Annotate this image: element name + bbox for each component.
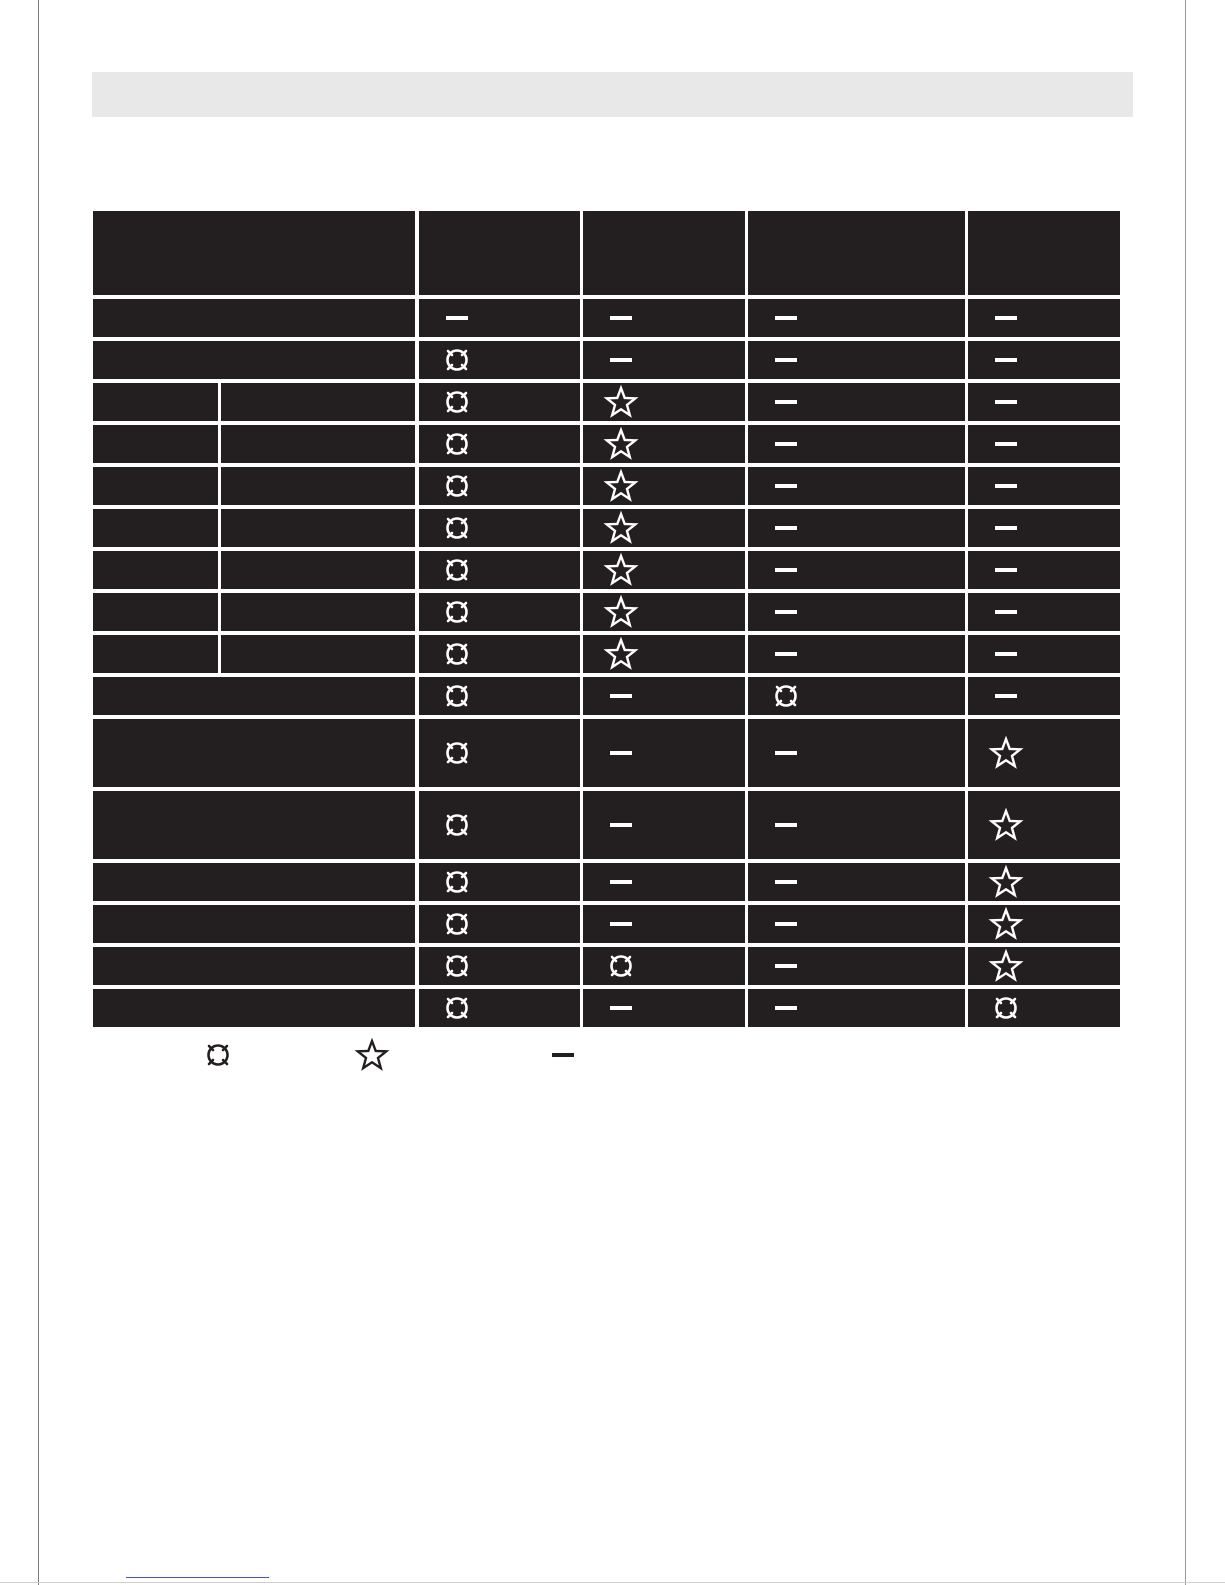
dash-symbol-icon bbox=[768, 906, 804, 942]
symbol-cell bbox=[968, 863, 1120, 901]
symbol-cell bbox=[968, 341, 1120, 379]
symbol-cell bbox=[419, 791, 580, 859]
symbol-cell bbox=[968, 383, 1120, 421]
symbol-cell bbox=[968, 677, 1120, 715]
circle-symbol-icon bbox=[439, 510, 475, 546]
circle-symbol-icon bbox=[439, 948, 475, 984]
star-symbol-icon bbox=[603, 468, 639, 504]
circle-symbol-icon bbox=[439, 990, 475, 1026]
row-label bbox=[93, 791, 415, 859]
symbol-cell bbox=[748, 791, 965, 859]
symbol-cell bbox=[748, 383, 965, 421]
circle-symbol-icon bbox=[439, 735, 475, 771]
symbol-cell bbox=[419, 947, 580, 985]
dash-symbol-icon bbox=[603, 300, 639, 336]
circle-symbol-icon bbox=[439, 384, 475, 420]
symbol-cell bbox=[419, 341, 580, 379]
star-symbol-icon bbox=[603, 384, 639, 420]
row-label bbox=[93, 677, 415, 715]
dash-symbol-icon bbox=[603, 906, 639, 942]
row-label bbox=[93, 551, 218, 589]
row-sub-label bbox=[221, 593, 415, 631]
page-edge-bottom bbox=[0, 1582, 1225, 1583]
symbol-cell bbox=[968, 509, 1120, 547]
symbol-cell bbox=[968, 551, 1120, 589]
symbol-cell bbox=[583, 467, 745, 505]
star-symbol-icon bbox=[988, 864, 1024, 900]
legend-item-circle bbox=[200, 1037, 236, 1078]
dash-symbol-icon bbox=[603, 807, 639, 843]
star-symbol-icon bbox=[603, 552, 639, 588]
symbol-cell bbox=[748, 593, 965, 631]
symbol-cell bbox=[968, 905, 1120, 943]
symbol-cell bbox=[583, 425, 745, 463]
symbol-cell bbox=[748, 509, 965, 547]
symbol-cell bbox=[583, 509, 745, 547]
star-symbol-icon bbox=[988, 948, 1024, 984]
star-symbol-icon bbox=[988, 735, 1024, 771]
star-symbol-icon bbox=[603, 636, 639, 672]
row-sub-label bbox=[221, 509, 415, 547]
symbol-cell bbox=[748, 677, 965, 715]
dash-symbol-icon bbox=[768, 636, 804, 672]
symbol-cell bbox=[583, 551, 745, 589]
symbol-cell bbox=[583, 593, 745, 631]
dash-symbol-icon bbox=[988, 636, 1024, 672]
symbol-cell bbox=[583, 947, 745, 985]
symbol-cell bbox=[419, 719, 580, 787]
row-label bbox=[93, 341, 415, 379]
symbol-cell bbox=[968, 989, 1120, 1027]
section-header-band bbox=[92, 72, 1133, 117]
star-symbol-icon bbox=[603, 594, 639, 630]
legend-item-star bbox=[354, 1037, 390, 1078]
symbol-cell bbox=[583, 341, 745, 379]
dash-symbol-icon bbox=[988, 468, 1024, 504]
row-label bbox=[93, 467, 218, 505]
symbol-cell bbox=[419, 635, 580, 673]
dash-symbol-icon bbox=[603, 864, 639, 900]
legend-item-dash bbox=[545, 1037, 581, 1078]
star-symbol-icon bbox=[988, 807, 1024, 843]
symbol-cell bbox=[748, 947, 965, 985]
table-header-cell bbox=[968, 211, 1120, 295]
symbol-cell bbox=[968, 947, 1120, 985]
symbol-cell bbox=[583, 905, 745, 943]
circle-symbol-icon bbox=[439, 807, 475, 843]
symbol-cell bbox=[968, 425, 1120, 463]
symbol-cell bbox=[419, 467, 580, 505]
dash-symbol-icon bbox=[768, 384, 804, 420]
row-label bbox=[93, 989, 415, 1027]
row-label bbox=[93, 905, 415, 943]
dash-symbol-icon bbox=[603, 342, 639, 378]
symbol-cell bbox=[968, 593, 1120, 631]
dash-symbol-icon bbox=[988, 552, 1024, 588]
circle-symbol-icon bbox=[603, 948, 639, 984]
symbol-cell bbox=[419, 383, 580, 421]
page-edge-left bbox=[38, 0, 39, 1585]
symbol-cell bbox=[748, 863, 965, 901]
symbol-cell bbox=[748, 719, 965, 787]
circle-symbol-icon bbox=[768, 678, 804, 714]
row-sub-label bbox=[221, 467, 415, 505]
table-header-cell bbox=[93, 211, 415, 295]
symbol-cell bbox=[968, 299, 1120, 337]
symbol-cell bbox=[968, 791, 1120, 859]
footer-link-underline[interactable] bbox=[126, 1577, 269, 1578]
dash-symbol-icon bbox=[768, 807, 804, 843]
row-sub-label bbox=[221, 635, 415, 673]
dash-symbol-icon bbox=[768, 342, 804, 378]
circle-symbol-icon bbox=[439, 468, 475, 504]
circle-symbol-icon bbox=[439, 906, 475, 942]
star-symbol-icon bbox=[603, 426, 639, 462]
dash-symbol-icon bbox=[768, 468, 804, 504]
symbol-cell bbox=[748, 989, 965, 1027]
dash-symbol-icon bbox=[603, 990, 639, 1026]
symbol-cell bbox=[419, 863, 580, 901]
dash-symbol-icon bbox=[988, 510, 1024, 546]
symbol-cell bbox=[583, 989, 745, 1027]
circle-symbol-icon bbox=[439, 426, 475, 462]
symbol-cell bbox=[748, 299, 965, 337]
symbol-cell bbox=[419, 989, 580, 1027]
row-sub-label bbox=[221, 425, 415, 463]
symbol-cell bbox=[419, 425, 580, 463]
row-label bbox=[93, 425, 218, 463]
symbol-cell bbox=[968, 635, 1120, 673]
symbol-cell bbox=[419, 593, 580, 631]
dash-symbol-icon bbox=[768, 948, 804, 984]
symbol-cell bbox=[583, 677, 745, 715]
dash-symbol-icon bbox=[603, 735, 639, 771]
circle-symbol-icon bbox=[439, 636, 475, 672]
circle-legend-icon bbox=[200, 1037, 236, 1073]
dash-symbol-icon bbox=[768, 864, 804, 900]
row-label bbox=[93, 635, 218, 673]
symbol-cell bbox=[419, 551, 580, 589]
dash-symbol-icon bbox=[768, 735, 804, 771]
row-label bbox=[93, 719, 415, 787]
symbol-cell bbox=[419, 299, 580, 337]
row-label bbox=[93, 593, 218, 631]
symbol-cell bbox=[748, 467, 965, 505]
circle-symbol-icon bbox=[439, 594, 475, 630]
circle-symbol-icon bbox=[439, 342, 475, 378]
dash-symbol-icon bbox=[988, 678, 1024, 714]
row-label bbox=[93, 947, 415, 985]
dash-symbol-icon bbox=[439, 300, 475, 336]
dash-symbol-icon bbox=[988, 426, 1024, 462]
dash-symbol-icon bbox=[768, 426, 804, 462]
symbol-cell bbox=[583, 383, 745, 421]
row-label bbox=[93, 863, 415, 901]
symbol-cell bbox=[968, 467, 1120, 505]
symbol-cell bbox=[748, 341, 965, 379]
table-header-cell bbox=[419, 211, 580, 295]
dash-symbol-icon bbox=[988, 384, 1024, 420]
symbol-cell bbox=[748, 905, 965, 943]
row-sub-label bbox=[221, 551, 415, 589]
dash-symbol-icon bbox=[768, 552, 804, 588]
symbol-cell bbox=[583, 791, 745, 859]
circle-symbol-icon bbox=[439, 864, 475, 900]
dash-symbol-icon bbox=[988, 594, 1024, 630]
circle-symbol-icon bbox=[988, 990, 1024, 1026]
symbol-cell bbox=[748, 425, 965, 463]
dash-symbol-icon bbox=[603, 678, 639, 714]
dash-symbol-icon bbox=[768, 300, 804, 336]
symbol-cell bbox=[583, 863, 745, 901]
dash-symbol-icon bbox=[768, 510, 804, 546]
dash-symbol-icon bbox=[768, 594, 804, 630]
row-label bbox=[93, 299, 415, 337]
dash-symbol-icon bbox=[768, 990, 804, 1026]
row-label bbox=[93, 509, 218, 547]
symbol-cell bbox=[968, 719, 1120, 787]
dash-legend-icon bbox=[545, 1037, 581, 1073]
symbol-cell bbox=[419, 677, 580, 715]
star-symbol-icon bbox=[988, 906, 1024, 942]
symbol-cell bbox=[419, 509, 580, 547]
circle-symbol-icon bbox=[439, 552, 475, 588]
star-legend-icon bbox=[354, 1037, 390, 1073]
table-header-cell bbox=[748, 211, 965, 295]
dash-symbol-icon bbox=[988, 342, 1024, 378]
row-sub-label bbox=[221, 383, 415, 421]
circle-symbol-icon bbox=[439, 678, 475, 714]
page-edge-right bbox=[1185, 0, 1186, 1585]
symbol-cell bbox=[583, 719, 745, 787]
dash-symbol-icon bbox=[988, 300, 1024, 336]
symbol-cell bbox=[583, 299, 745, 337]
symbol-cell bbox=[748, 635, 965, 673]
table-header-cell bbox=[583, 211, 745, 295]
star-symbol-icon bbox=[603, 510, 639, 546]
row-label bbox=[93, 383, 218, 421]
symbol-cell bbox=[419, 905, 580, 943]
symbol-cell bbox=[583, 635, 745, 673]
symbol-cell bbox=[748, 551, 965, 589]
